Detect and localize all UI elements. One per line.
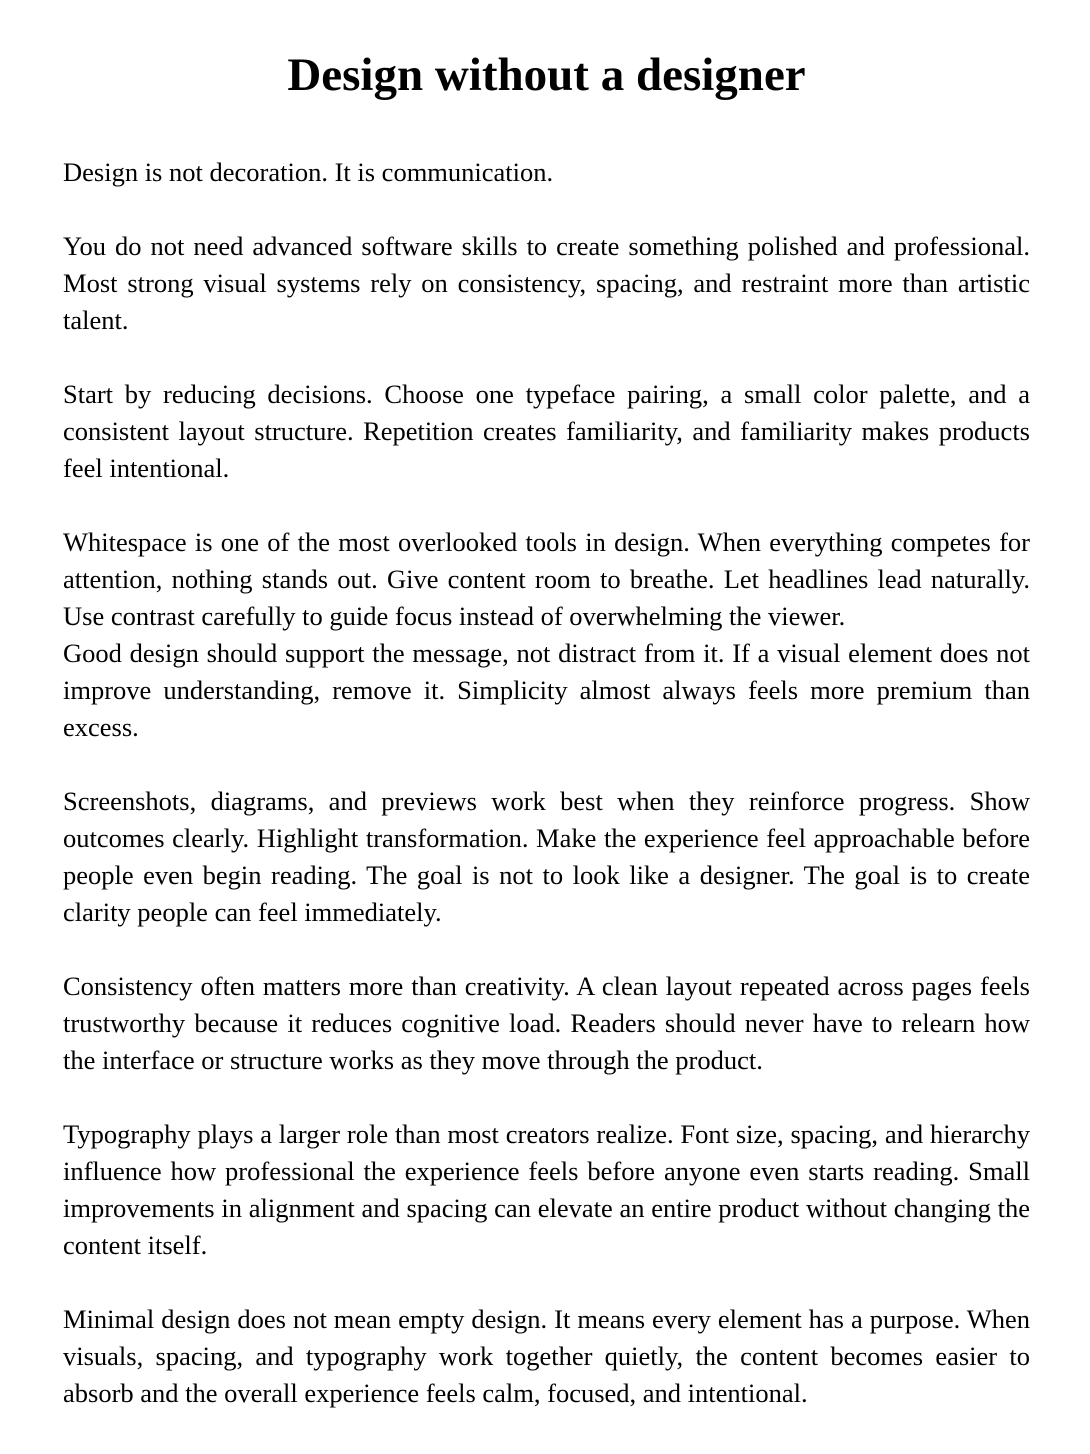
paragraph-3: Start by reducing decisions. Choose one typeface pairing, a small color palette, and a consistent layout structure. Repetition creates familiarity, and familiarity makes products feel intentional. [63,379,1030,483]
paragraph-5: Good design should support the message, not distract from it. If a visual element does not improve understanding, remove it. Simplicity almost always feels more premium than excess. [63,638,1030,742]
paragraph-1: Design is not decoration. It is communication. [63,157,554,187]
page-title: Design without a designer [287,49,806,101]
paragraph-4: Whitespace is one of the most overlooked tools in design. When everything competes for attention, nothing stands out. Give content room to breathe. Let headlines lead naturally. Use contrast carefully to guide focus instead of overwhelming the viewer. [63,527,1030,631]
paragraph-2: You do not need advanced software skills to create something polished and professional. Most strong visual systems rely on consistency, spacing, and restraint more than artistic talent. [63,231,1030,335]
paragraph-8: Typography plays a larger role than most creators realize. Font size, spacing, and hierarchy influence how professional the experience feels before anyone even starts reading. Small improvements in alignment and spacing can elevate an entire product without changing the content itself. [63,1119,1030,1260]
document-body [63,154,1030,1412]
paragraph-6: Screenshots, diagrams, and previews work best when they reinforce progress. Show outcomes clearly. Highlight transformation. Make the experience feel approachable before people even begin reading. The goal is not to look like a designer. The goal is to create clarity people can feel immediately. [63,786,1030,927]
paragraph-7: Consistency often matters more than creativity. A clean layout repeated across pages feels trustworthy because it reduces cognitive load. Readers should never have to relearn how the interface or structure works as they move through the product. [63,971,1030,1075]
paragraph-9: Minimal design does not mean empty design. It means every element has a purpose. When visuals, spacing, and typography work together quietly, the content becomes easier to absorb and the overall experience feels calm, focused, and intentional. [63,1304,1030,1408]
